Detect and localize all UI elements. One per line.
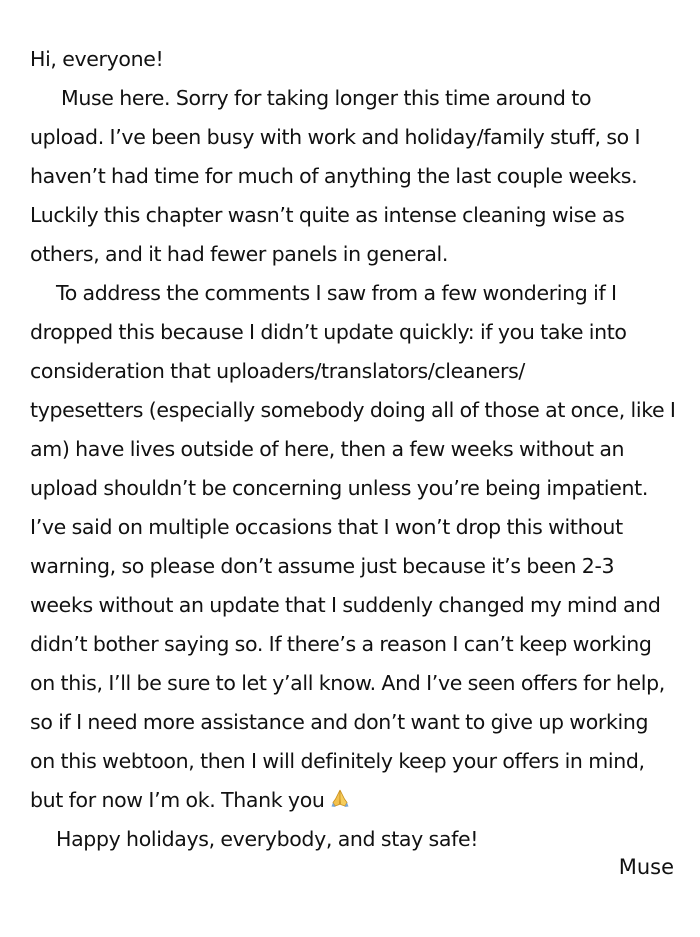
note-line-18: on this webtoon, then I will definitely keep your offers in mind,	[30, 749, 645, 773]
note-line-1: Muse here. Sorry for taking longer this time around to	[61, 86, 592, 110]
note-line-5: others, and it had fewer panels in general.	[30, 242, 449, 266]
note-line-3: haven’t had time for much of anything the last couple weeks.	[30, 164, 638, 188]
greeting-line: Hi, everyone!	[30, 47, 164, 71]
note-line-8: consideration that uploaders/translators/cleaners/	[30, 359, 525, 383]
note-line-15: didn’t bother saying so. If there’s a reason I can’t keep working	[30, 632, 652, 656]
note-line-16: on this, I’ll be sure to let y’all know. And I’ve seen offers for help,	[30, 671, 665, 695]
note-line-11: upload shouldn’t be concerning unless you’re being impatient.	[30, 476, 649, 500]
note-line-10: am) have lives outside of here, then a few weeks without an	[30, 437, 625, 461]
note-line-17: so if I need more assistance and don’t want to give up working	[30, 710, 649, 734]
note-line-6: To address the comments I saw from a few wondering if I	[56, 281, 617, 305]
note-line-20: Happy holidays, everybody, and stay safe!	[56, 827, 479, 851]
note-line-2: upload. I’ve been busy with work and holiday/family stuff, so I	[30, 125, 641, 149]
signature: Muse	[618, 855, 674, 879]
note-line-9: typesetters (especially somebody doing all of those at once, like I	[30, 398, 676, 422]
note-line-13: warning, so please don’t assume just because it’s been 2-3	[30, 554, 615, 578]
note-line-4: Luckily this chapter wasn’t quite as intense cleaning wise as	[30, 203, 625, 227]
note-body	[30, 40, 680, 859]
note-line-12: I’ve said on multiple occasions that I won’t drop this without	[30, 515, 623, 539]
note-line-14: weeks without an update that I suddenly changed my mind and	[30, 593, 661, 617]
note-line-19-text: but for now I’m ok. Thank you	[30, 788, 325, 812]
note-line-7: dropped this because I didn’t update quickly: if you take into	[30, 320, 627, 344]
folded-hands-icon	[329, 787, 351, 809]
note-line-19	[30, 781, 680, 820]
